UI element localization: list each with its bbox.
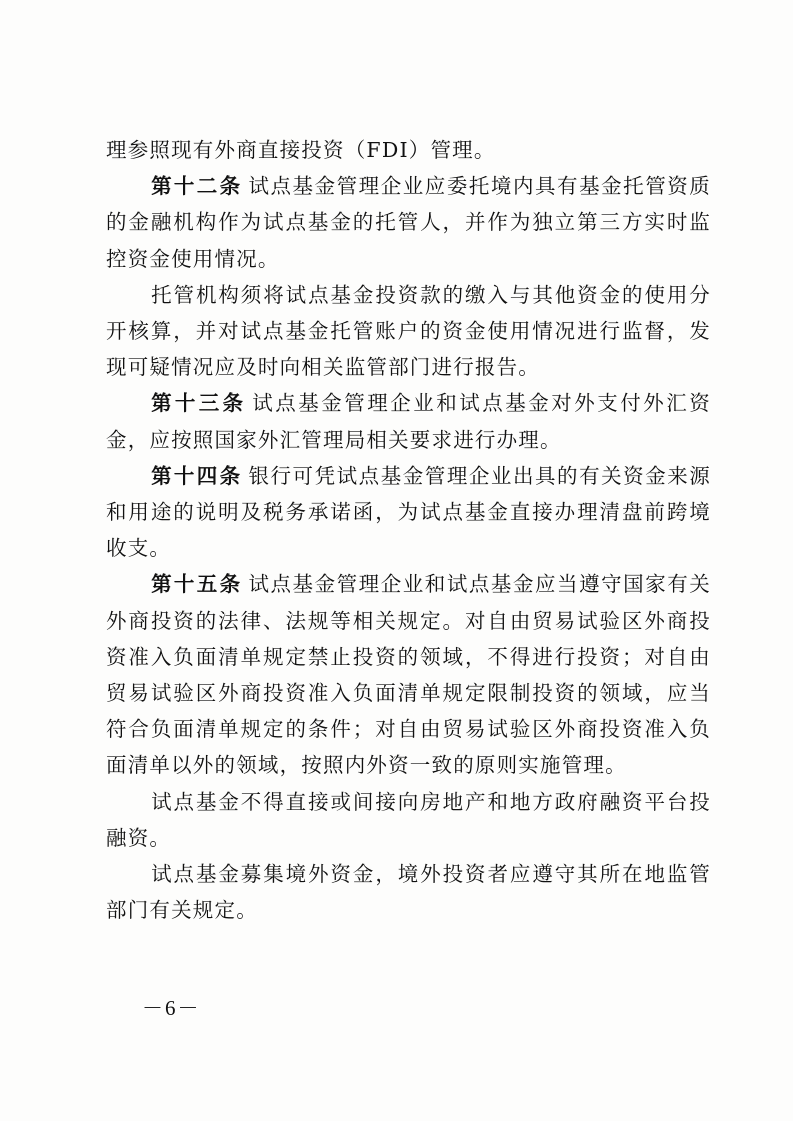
paragraph-text: 试点基金不得直接或间接向房地产和地方政府融资平台投融资。: [106, 789, 711, 850]
paragraph-continuation: [106, 132, 711, 168]
article-14-paragraph: [106, 458, 711, 567]
paragraph-text: 试点基金管理企业和试点基金应当遵守国家有关外商投资的法律、法规等相关规定。对自由贸易试验区外商投资准入负面清单规定禁止投资的领域，不得进行投资；对自由贸易试验区外商投资准入负面清单规定限制投资的领域，应当符合负面清单规定的条件；对自由贸易试验区外商投资准入负面清单以外的领域，按照内外资一致的原则实施管理。: [106, 572, 712, 778]
article-heading: 第十三条: [151, 391, 247, 416]
paragraph-text: 试点基金管理企业和试点基金对外支付外汇资金，应按照国家外汇管理局相关要求进行办理。: [106, 391, 712, 452]
article-heading: 第十二条: [151, 174, 243, 199]
article-heading: 第十五条: [151, 572, 243, 597]
paragraph-text: 试点基金管理企业应委托境内具有基金托管资质的金融机构作为试点基金的托管人，并作为独立第三方实时监控资金使用情况。: [106, 174, 712, 271]
article-12-paragraph: [106, 168, 711, 277]
real-estate-paragraph: [106, 784, 711, 856]
paragraph-text: 托管机构须将试点基金投资款的缴入与其他资金的使用分开核算，并对试点基金托管账户的资金使用情况进行监督，发现可疑情况应及时向相关监管部门进行报告。: [106, 282, 711, 380]
paragraph-text: 理参照现有外商直接投资（FDI）管理。: [106, 138, 496, 162]
custodian-paragraph: [106, 277, 711, 386]
article-15-paragraph: [106, 566, 711, 783]
overseas-funds-paragraph: [106, 856, 711, 928]
article-heading: 第十四条: [151, 463, 243, 488]
page-number: －6－: [142, 996, 201, 1020]
document-body: [106, 132, 711, 928]
article-13-paragraph: [106, 385, 711, 457]
paragraph-text: 银行可凭试点基金管理企业出具的有关资金来源和用途的说明及税务承诺函，为试点基金直接办理清盘前跨境收支。: [106, 463, 712, 561]
paragraph-text: 试点基金募集境外资金，境外投资者应遵守其所在地监管部门有关规定。: [106, 862, 711, 923]
